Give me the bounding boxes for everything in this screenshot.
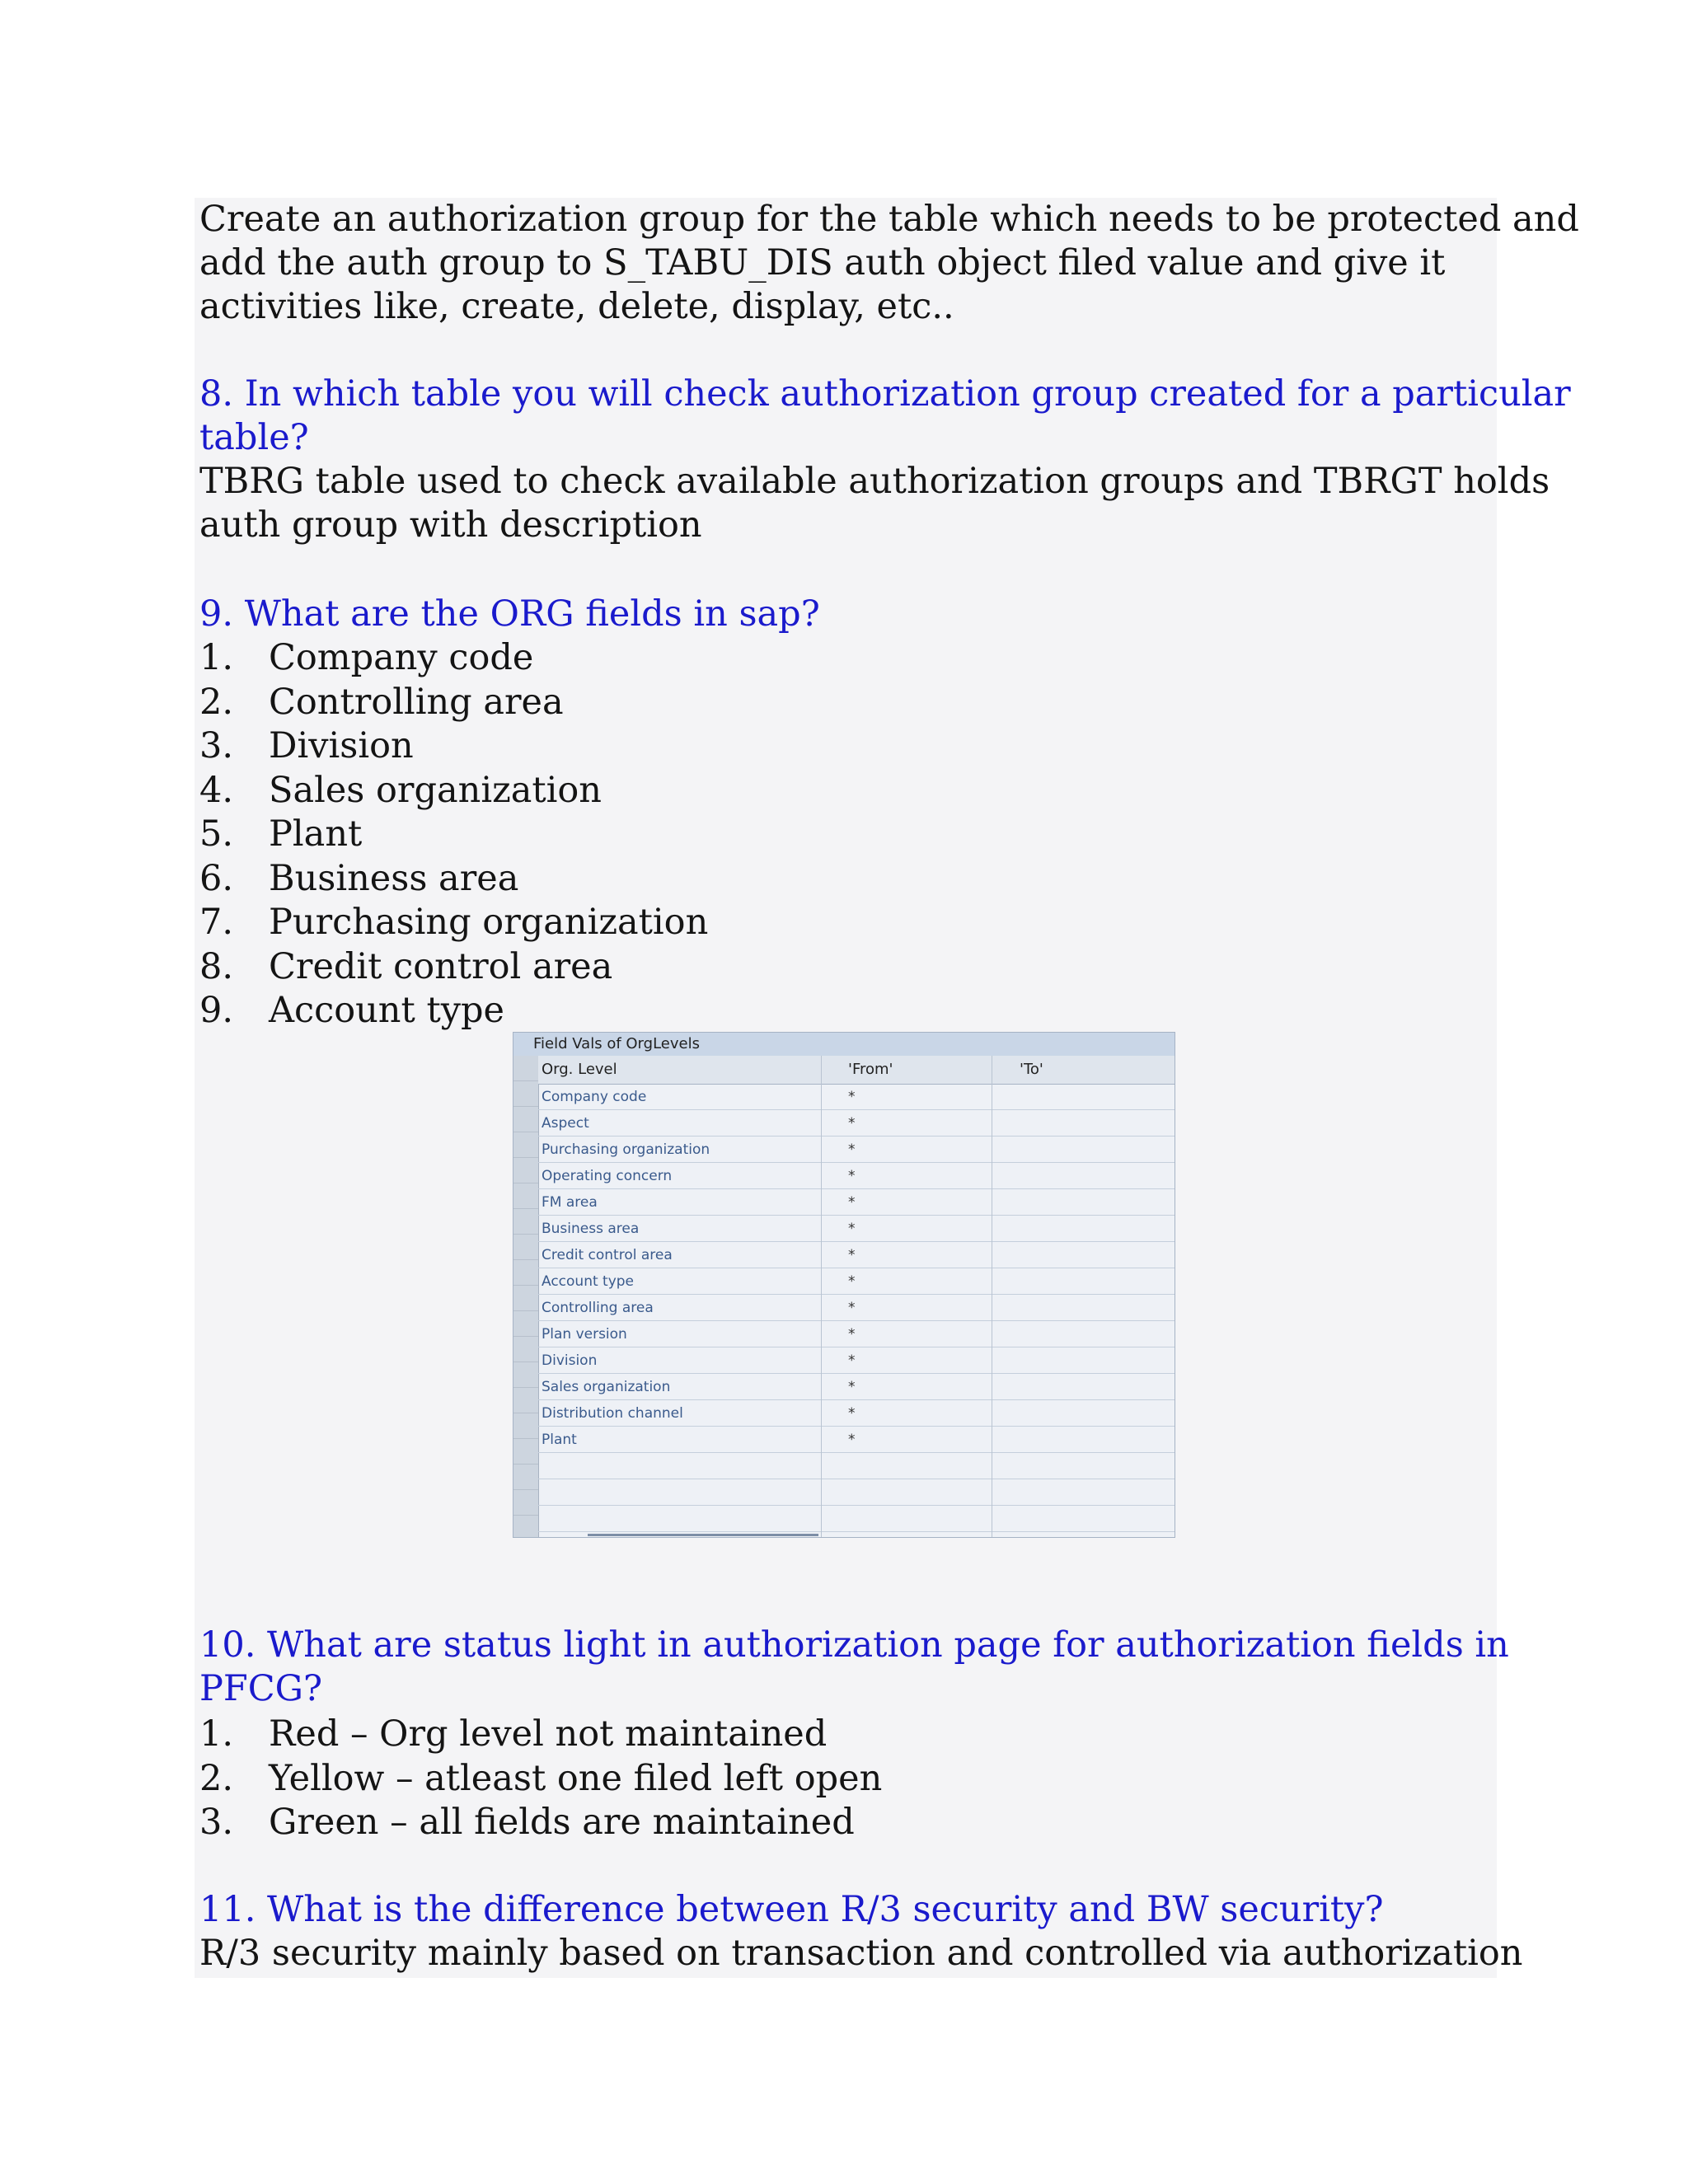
org-level-cell: Business area [542, 1221, 640, 1237]
org-level-cell: Division [542, 1352, 598, 1369]
list-item: Green – all fields are maintained [269, 1802, 855, 1843]
table-header [538, 1056, 1175, 1085]
table-row[interactable] [538, 1479, 1175, 1506]
list-item-number: 4. [199, 769, 234, 811]
question-8: 8. In which table you will check authorization group created for a particular [199, 373, 1571, 415]
list-item-number: 7. [199, 902, 234, 943]
table-row[interactable] [538, 1137, 1175, 1163]
answer-11: R/3 security mainly based on transaction and controlled via authorization [199, 1933, 1523, 1974]
question-9: 9. What are the ORG fields in sap? [199, 593, 820, 635]
org-level-cell: Controlling area [542, 1300, 654, 1316]
list-item: Controlling area [269, 681, 564, 723]
row-selector[interactable] [513, 1081, 538, 1107]
list-item-number: 1. [199, 637, 234, 678]
from-value-cell[interactable]: * [848, 1168, 856, 1184]
row-selector[interactable] [513, 1132, 538, 1158]
answer-8: TBRG table used to check available authorization groups and TBRGT holds [199, 461, 1550, 502]
org-level-cell: Plan version [542, 1326, 627, 1343]
table-row[interactable] [538, 1506, 1175, 1532]
from-value-cell[interactable]: * [848, 1379, 856, 1395]
org-level-cell: Plant [542, 1432, 577, 1448]
row-selector[interactable] [513, 1286, 538, 1311]
row-selector[interactable] [513, 1337, 538, 1362]
intro-line: Create an authorization group for the table which needs to be protected and [199, 199, 1579, 240]
header-from: 'From' [848, 1061, 893, 1078]
list-item: Plant [269, 813, 363, 855]
org-level-cell: Account type [542, 1273, 635, 1290]
row-selector[interactable] [513, 1362, 538, 1388]
from-value-cell[interactable]: * [848, 1194, 856, 1211]
row-selector-column [513, 1056, 539, 1537]
org-level-cell: Distribution channel [542, 1405, 683, 1422]
list-item: Division [269, 725, 414, 766]
list-item: Business area [269, 857, 519, 899]
list-item: Account type [269, 990, 504, 1031]
list-item-number: 1. [199, 1713, 234, 1755]
org-level-cell: Aspect [542, 1115, 589, 1132]
row-selector[interactable] [513, 1388, 538, 1413]
org-level-cell: Operating concern [542, 1168, 673, 1184]
list-item-number: 6. [199, 857, 234, 899]
list-item-number: 8. [199, 945, 234, 987]
org-level-cell: FM area [542, 1194, 598, 1211]
from-value-cell[interactable]: * [848, 1115, 856, 1132]
table-row[interactable] [538, 1163, 1175, 1189]
table-row[interactable] [538, 1242, 1175, 1268]
table-row[interactable] [538, 1189, 1175, 1216]
list-item: Company code [269, 637, 534, 678]
question-11: 11. What is the difference between R/3 security and BW security? [199, 1889, 1384, 1930]
answer-8-cont: auth group with description [199, 504, 702, 546]
row-selector[interactable] [513, 1107, 538, 1132]
table-row[interactable] [538, 1084, 1175, 1110]
list-item-number: 3. [199, 725, 234, 766]
list-item-number: 9. [199, 990, 234, 1031]
table-row[interactable] [538, 1374, 1175, 1400]
row-selector[interactable] [513, 1056, 538, 1081]
list-item: Credit control area [269, 945, 613, 987]
row-selector[interactable] [513, 1490, 538, 1516]
header-org-level: Org. Level [542, 1061, 617, 1078]
row-selector[interactable] [513, 1311, 538, 1337]
list-item-number: 2. [199, 681, 234, 723]
table-row[interactable] [538, 1321, 1175, 1347]
table-row[interactable] [538, 1427, 1175, 1453]
from-value-cell[interactable]: * [848, 1352, 856, 1369]
from-value-cell[interactable]: * [848, 1300, 856, 1316]
row-selector[interactable] [513, 1439, 538, 1465]
list-item: Sales organization [269, 769, 602, 811]
table-row[interactable] [538, 1295, 1175, 1321]
list-item-number: 3. [199, 1802, 234, 1843]
question-10-cont: PFCG? [199, 1668, 323, 1709]
org-level-cell: Company code [542, 1089, 647, 1105]
list-item: Purchasing organization [269, 902, 709, 943]
org-level-cell: Credit control area [542, 1247, 673, 1263]
from-value-cell[interactable]: * [848, 1141, 856, 1158]
row-selector[interactable] [513, 1465, 538, 1490]
question-10: 10. What are status light in authorization page for authorization fields in [199, 1624, 1509, 1666]
row-selector[interactable] [513, 1235, 538, 1260]
table-row[interactable] [538, 1268, 1175, 1295]
intro-line: activities like, create, delete, display, etc.. [199, 286, 954, 327]
question-8-cont: table? [199, 417, 309, 458]
org-levels-table-screenshot [513, 1032, 1175, 1538]
org-level-cell: Purchasing organization [542, 1141, 710, 1158]
from-value-cell[interactable]: * [848, 1432, 856, 1448]
from-value-cell[interactable]: * [848, 1405, 856, 1422]
list-item-number: 2. [199, 1757, 234, 1799]
from-value-cell[interactable]: * [848, 1221, 856, 1237]
row-selector[interactable] [513, 1183, 538, 1209]
row-selector[interactable] [513, 1209, 538, 1235]
table-title: Field Vals of OrgLevels [513, 1033, 1175, 1057]
list-item: Yellow – atleast one filed left open [269, 1757, 883, 1799]
header-to: 'To' [1020, 1061, 1043, 1078]
column-divider [821, 1056, 822, 1537]
list-item: Red – Org level not maintained [269, 1713, 828, 1755]
table-row[interactable] [538, 1216, 1175, 1242]
list-item-number: 5. [199, 813, 234, 855]
from-value-cell[interactable]: * [848, 1326, 856, 1343]
horizontal-scrollbar[interactable] [538, 1534, 1175, 1537]
org-level-cell: Sales organization [542, 1379, 671, 1395]
table-row[interactable] [538, 1110, 1175, 1137]
from-value-cell[interactable]: * [848, 1273, 856, 1290]
table-row[interactable] [538, 1347, 1175, 1374]
from-value-cell[interactable]: * [848, 1089, 856, 1105]
row-selector[interactable] [513, 1413, 538, 1439]
row-selector[interactable] [513, 1158, 538, 1183]
intro-line: add the auth group to S_TABU_DIS auth object filed value and give it [199, 242, 1446, 284]
table-row[interactable] [538, 1400, 1175, 1427]
from-value-cell[interactable]: * [848, 1247, 856, 1263]
row-selector[interactable] [513, 1260, 538, 1286]
table-row[interactable] [538, 1453, 1175, 1479]
